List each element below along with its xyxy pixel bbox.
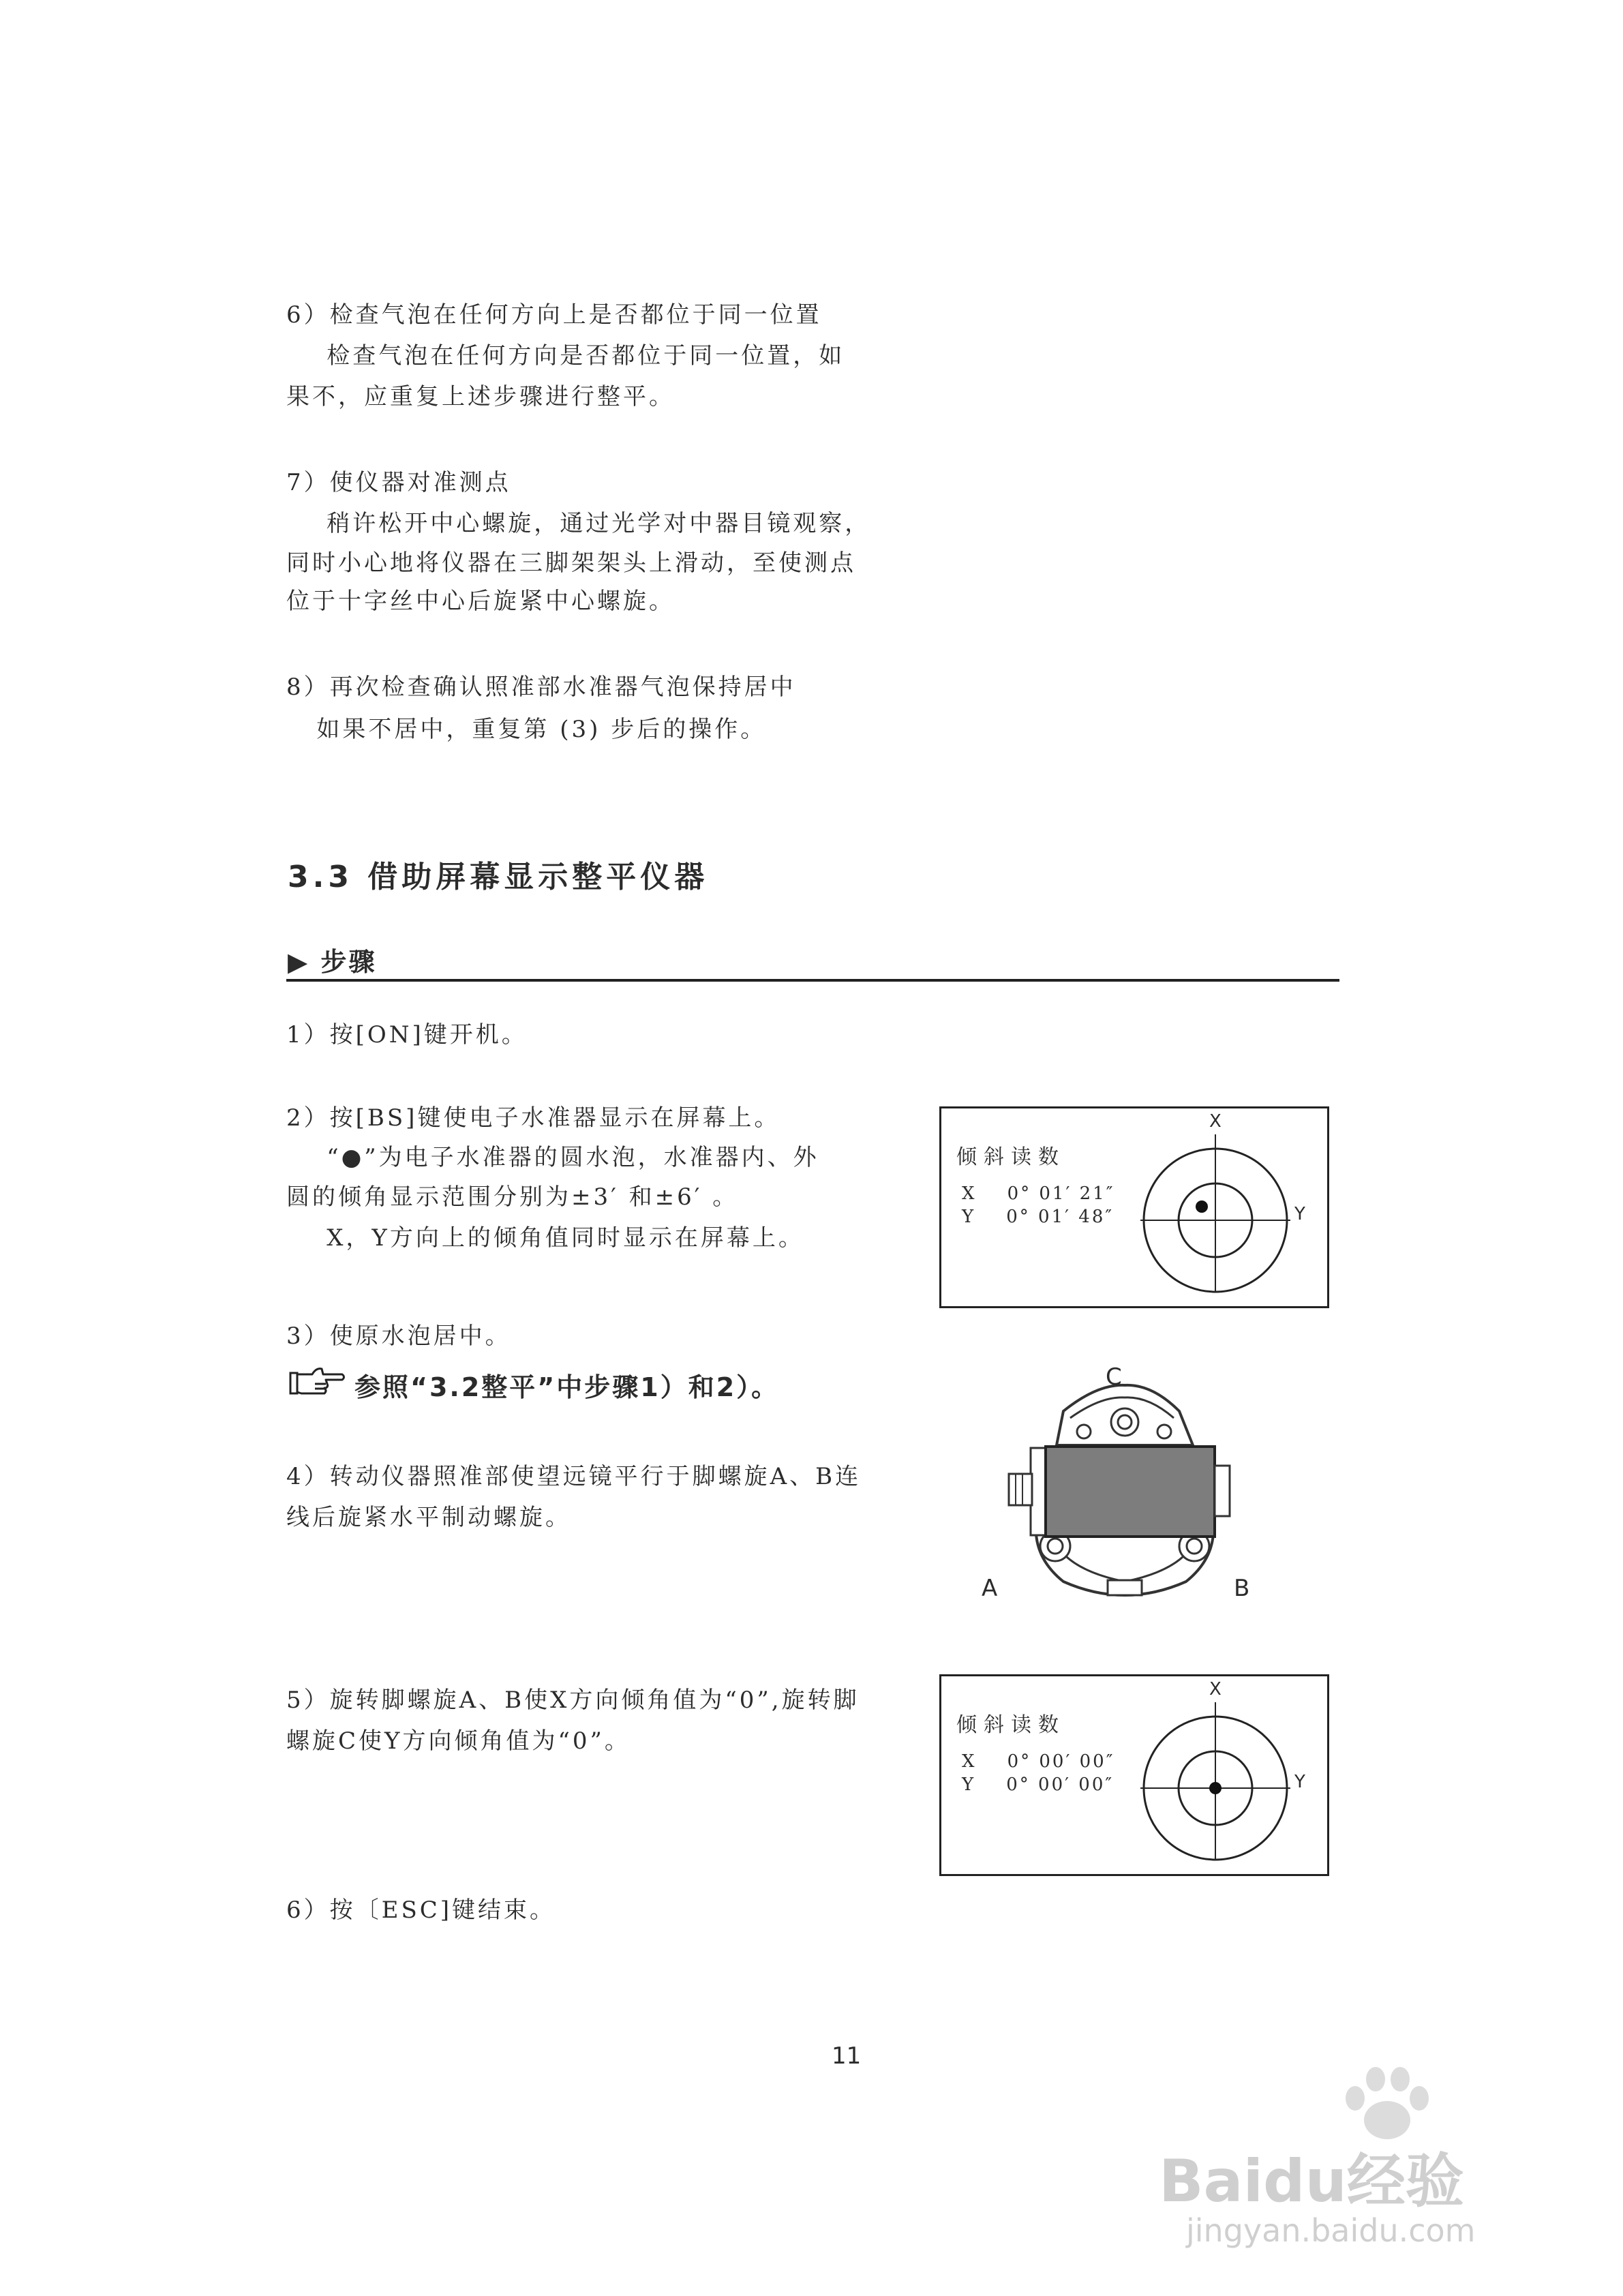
bubble-dot (1196, 1200, 1208, 1213)
step6-title: 6）检查气泡在任何方向上是否都位于同一位置 (286, 301, 822, 329)
axis-x-label: X (1209, 1679, 1222, 1700)
axis-y-label: Y (1294, 1204, 1305, 1224)
step6-end-text: 6）按〔ESC]键结束。 (286, 1897, 556, 1924)
axis-x-label: X (1209, 1111, 1222, 1132)
step4-line2: 线后旋紧水平制动螺旋。 (286, 1504, 571, 1531)
step6-body-line1: 检查气泡在任何方向是否都位于同一位置，如 (286, 342, 845, 369)
step2-body-line2: 圆的倾角显示范围分别为±3′ 和±6′ 。 (286, 1183, 739, 1211)
step2-body-line3: X，Y方向上的倾角值同时显示在屏幕上。 (286, 1224, 804, 1252)
step7-body-line2: 同时小心地将仪器在三脚架架头上滑动，至使测点 (286, 549, 856, 577)
step8-title: 8）再次检查确认照准部水准器气泡保持居中 (286, 674, 796, 701)
tilt-x-value: X 0° 00′ 00″ (962, 1751, 1115, 1772)
step7-title: 7）使仪器对准测点 (286, 469, 511, 496)
step5-line1: 5）旋转脚螺旋A、B使X方向倾角值为“0”,旋转脚 (286, 1687, 860, 1714)
tilt-y-value: Y 0° 01′ 48″ (962, 1207, 1114, 1227)
watermark-brand: Baidu经验 (1159, 2147, 1464, 2216)
electronic-bubble-2 (1140, 1689, 1290, 1866)
step8-body-line1: 如果不居中，重复第 (3) 步后的操作。 (286, 716, 767, 743)
section-rule (286, 979, 1339, 982)
bubble-dot (1209, 1782, 1222, 1794)
axis-y-label: Y (1294, 1772, 1305, 1792)
step3-reference: 参照“3.2整平”中步骤1）和2）。 (354, 1372, 780, 1402)
step2-body-line1: “●”为电子水准器的圆水泡，水准器内、外 (286, 1144, 819, 1171)
step4-line1: 4）转动仪器照准部使望远镜平行于脚螺旋A、B连 (286, 1463, 862, 1490)
tilt-screen-2 (939, 1674, 1329, 1876)
tilt-reading-label: 倾斜读数 (956, 1713, 1065, 1737)
pointing-hand-icon (288, 1363, 346, 1400)
step3-text: 3）使原水泡居中。 (286, 1323, 511, 1350)
electronic-bubble-1 (1140, 1121, 1290, 1298)
step2-title: 2）按[BS]键使电子水准器显示在屏幕上。 (286, 1104, 780, 1132)
screw-a-label: A (982, 1575, 998, 1602)
tilt-y-value: Y 0° 00′ 00″ (962, 1774, 1114, 1795)
tilt-x-value: X 0° 01′ 21″ (962, 1183, 1115, 1204)
baidu-watermark (1159, 2059, 1541, 2263)
section-title: 3.3 借助屏幕显示整平仪器 (288, 860, 709, 894)
tilt-reading-label: 倾斜读数 (956, 1145, 1065, 1169)
step5-line2: 螺旋C使Y方向倾角值为“0”。 (286, 1727, 631, 1755)
step6-body-line2: 果不，应重复上述步骤进行整平。 (286, 383, 675, 410)
steps-heading: ▶ 步骤 (288, 947, 377, 977)
page-number: 11 (832, 2042, 862, 2070)
screw-b-label: B (1234, 1575, 1250, 1602)
step7-body-line1: 稍许松开中心螺旋，通过光学对中器目镜观察， (286, 510, 871, 537)
step7-body-line3: 位于十字丝中心后旋紧中心螺旋。 (286, 588, 675, 615)
tilt-screen-1 (939, 1106, 1329, 1308)
watermark-url: jingyan.baidu.com (1186, 2212, 1476, 2249)
screw-c-label: C (1106, 1363, 1122, 1391)
step1-text: 1）按[ON]键开机。 (286, 1021, 528, 1048)
instrument-illustration (982, 1363, 1254, 1629)
